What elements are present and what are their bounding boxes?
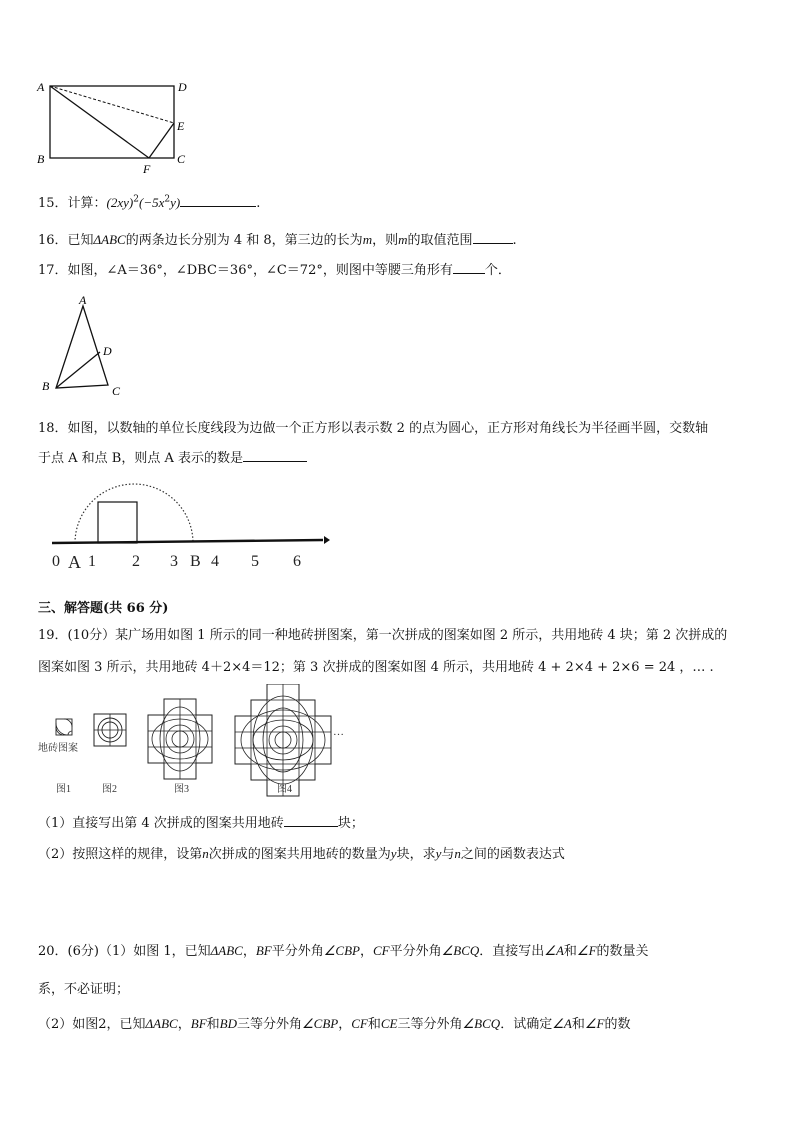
question-18-line2: 于点 A 和点 B，则点 A 表示的数是	[38, 447, 307, 466]
figure-label-2: 图2	[102, 784, 117, 795]
rectangle-abcd	[50, 86, 174, 158]
tick-label-6: 6	[293, 553, 301, 570]
arrow-head	[324, 536, 330, 544]
question-20-line2: 系，不必证明；	[38, 982, 130, 997]
question-19-line1: 19．(10分）某广场用如图 1 所示的同一种地砖拼图案，第一次拼成的图案如图 2 所示，共用地砖 4 块；第 2 次拼成的	[38, 628, 728, 643]
triangle-figure	[36, 292, 136, 402]
segment-af	[50, 86, 149, 158]
question-19-sub2: （2）按照这样的规律，设第n次拼成的图案共用地砖的数量为y块，求y与n之间的函数表达式	[38, 846, 565, 862]
figure-label-1: 图1	[56, 784, 71, 795]
label-d: D	[178, 80, 187, 94]
tick-label-1: 1	[88, 553, 96, 570]
tick-label-0: 0	[52, 553, 60, 570]
figure-1-tile	[56, 719, 72, 735]
ellipsis: …	[333, 726, 344, 738]
tick-label-3: 3	[170, 553, 178, 570]
answer-blank	[284, 814, 338, 827]
answer-blank	[243, 449, 307, 462]
label-f: F	[143, 162, 151, 176]
unit-square	[98, 502, 137, 543]
section-heading: 三、解答题(共 66 分)	[38, 601, 169, 616]
figure-4-pattern	[235, 684, 331, 796]
label-b: B	[37, 152, 45, 166]
tick-label-b: B	[190, 553, 201, 570]
triangle-abc	[56, 306, 108, 388]
tile-label: 地砖图案	[38, 743, 78, 754]
label-a: A	[37, 80, 45, 94]
figure-label-3: 图3	[174, 784, 189, 795]
rectangle-figure	[34, 76, 204, 176]
segment-ae-dashed	[50, 86, 174, 123]
number-line-axis	[52, 540, 323, 543]
figure-3-pattern	[148, 699, 212, 779]
question-18-line1: 18．如图，以数轴的单位长度线段为边做一个正方形以表示数 2 的点为圆心，正方形对角线长为半径画半圆，交数轴	[38, 421, 709, 436]
label-e: E	[177, 119, 185, 133]
question-15: 15．计算：$(2xy)^2(-5x^2y)$ .	[38, 194, 261, 211]
answer-blank	[473, 231, 513, 244]
answer-blank	[453, 261, 485, 274]
tile-pattern-figures	[36, 684, 356, 800]
segment-fe	[149, 123, 174, 158]
figure-label-4: 图4	[277, 784, 292, 795]
semicircle-arc	[75, 484, 193, 543]
label-c: C	[112, 384, 121, 398]
question-17: 17．如图，∠A＝36°，∠DBC＝36°，∠C＝72°，则图中等腰三角形有 个．	[38, 263, 511, 278]
tick-label-5: 5	[251, 553, 259, 570]
tick-label-a: A	[68, 552, 81, 572]
question-20-line3: （2）如图2，已知ΔABC，BF和BD三等分外角∠CBP，CF和CE三等分外角∠BCQ．试确定∠A和∠F的数	[38, 1016, 631, 1032]
label-b: B	[42, 379, 50, 393]
answer-blank	[180, 194, 256, 207]
figure-2-pattern	[94, 714, 126, 746]
question-20-line1: 20．(6分)（1）如图 1，已知ΔABC，BF平分外角∠CBP，CF平分外角∠BCQ．直接写出∠A和∠F的数量关	[38, 943, 649, 959]
number-line-figure	[40, 474, 340, 574]
label-c: C	[177, 152, 186, 166]
label-a: A	[79, 293, 87, 307]
label-d: D	[103, 344, 112, 358]
tick-label-4: 4	[211, 553, 219, 570]
tick-label-2: 2	[132, 553, 140, 570]
question-19-line2: 图案如图 3 所示，共用地砖 4＋2×4＝12；第 3 次拼成的图案如图 4 所示，共用地砖 4 + 2×4 + 2×6 = 24 ，… .	[38, 660, 714, 675]
question-16: 16．已知ΔABC的两条边长分别为 4 和 8，第三边的长为m，则m的取值范围 .	[38, 232, 517, 248]
question-19-sub1: （1）直接写出第 4 次拼成的图案共用地砖 块；	[38, 816, 364, 831]
